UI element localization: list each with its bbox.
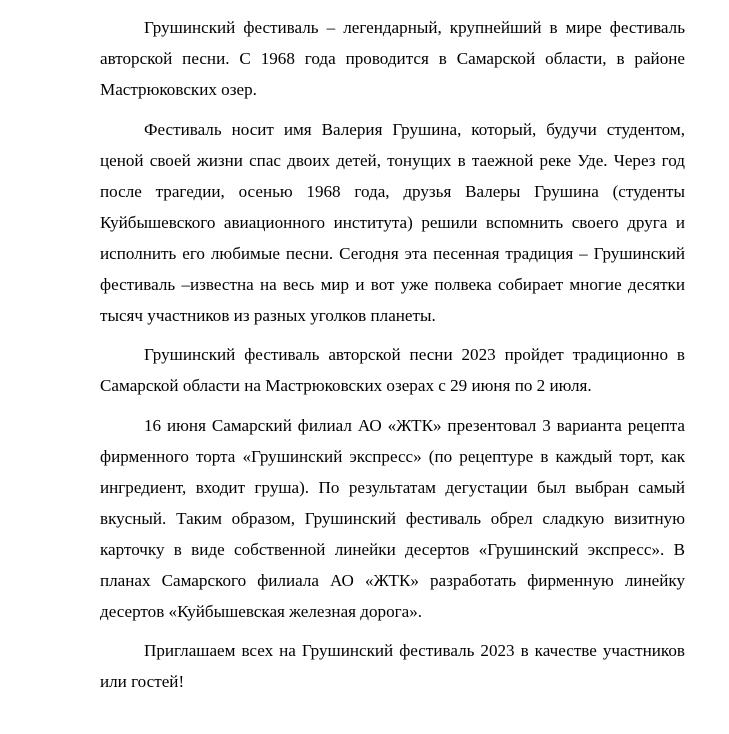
paragraph-invitation: Приглашаем всех на Грушинский фестиваль 2023 в качестве участников или гостей! bbox=[100, 641, 685, 691]
paragraph-history: Фестиваль носит имя Валерия Грушина, который, будучи студентом, ценой своей жизни спас двоих детей, тонущих в таежной реке Уде. Через год после трагедии, осенью 1968 года, друзья Валеры Грушина (студенты Куйбышевского авиационного института) решили вспомнить своего друга и исполнить его любимые песни. Сегодня эта песенная традиция – Грушинский фестиваль –известна на весь мир и вот уже полвека собирает многие десятки тысяч участников из разных уголков планеты. bbox=[100, 119, 685, 325]
paragraph-intro: Грушинский фестиваль – легендарный, крупнейший в мире фестиваль авторской песни. С 1968 года проводится в Самарской области, в районе Мастрюковских озер. bbox=[100, 18, 685, 99]
paragraph-dessert: 16 июня Самарский филиал АО «ЖТК» презентовал 3 варианта рецепта фирменного торта «Грушинский экспресс» (по рецептуре в каждый торт, как ингредиент, входит груша). По результатам дегустации был выбран самый вкусный. Таким образом, Грушинский фестиваль обрел сладкую визитную карточку в виде собственной линейки десертов «Грушинский экспресс». В планах Самарского филиала АО «ЖТК» разработать фирменную линейку десертов «Куйбышевская железная дорога». bbox=[100, 415, 685, 621]
paragraph-dates-2023: Грушинский фестиваль авторской песни 2023 пройдет традиционно в Самарской области на Мастрюковских озерах с 29 июня по 2 июля. bbox=[100, 345, 685, 395]
document-body bbox=[100, 12, 685, 706]
